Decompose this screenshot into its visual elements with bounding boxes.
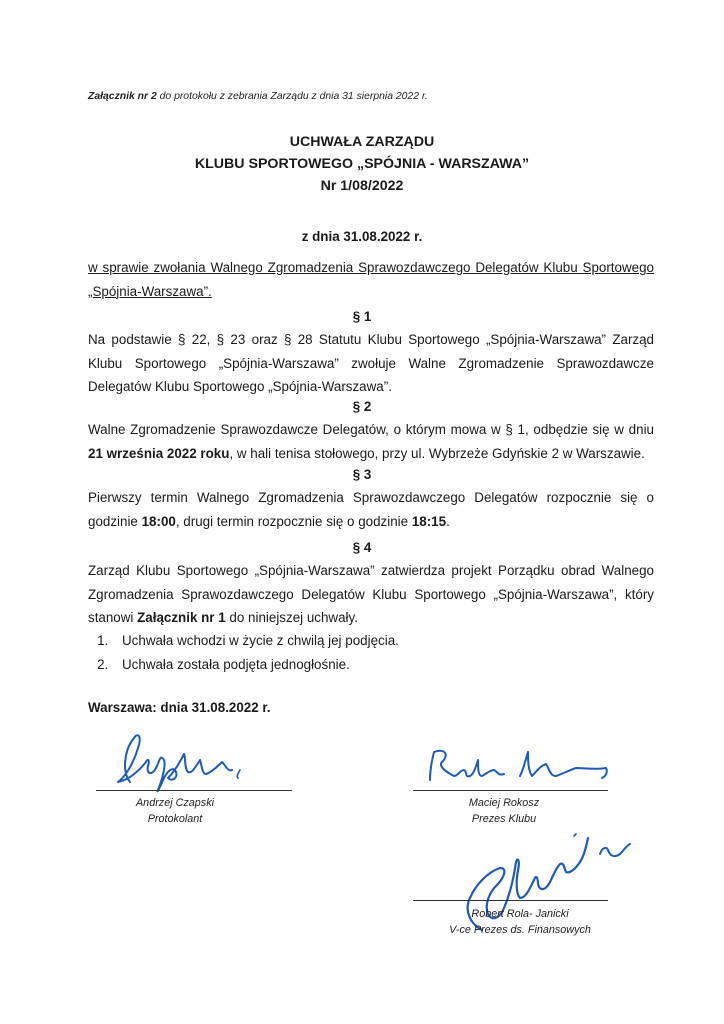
first-term-time: 18:00 (141, 513, 176, 529)
attachment-reference: Załącznik nr 1 (137, 610, 226, 625)
signatory-rola-janicki (420, 906, 620, 938)
section-3-text-before: Pierwszy termin Walnego Zgromadzenia Sprawozdawczego Delegatów rozpocznie się o godzinie (88, 490, 654, 529)
resolution-title: UCHWAŁA ZARZĄDU (289, 134, 435, 150)
section-3-heading: § 3 (352, 467, 372, 482)
section-2-text-before: Walne Zgromadzenie Sprawozdawcze Delegatów, o którym mowa w § 1, odbędzie się w dniu (88, 422, 654, 437)
attachment-note (88, 91, 428, 102)
place-and-date: Warszawa: dnia 31.08.2022 r. (88, 700, 271, 715)
section-2-text (88, 418, 654, 465)
signature-line-right-top (413, 790, 608, 791)
second-term-time: 18:15 (411, 513, 447, 529)
section-3-text-middle: , drugi termin rozpocznie się o godzinie (175, 513, 412, 529)
signatory-role: Prezes Klubu (471, 813, 537, 825)
attachment-number: Załącznik nr 2 (88, 91, 157, 102)
list-item: 1. Uchwała wchodzi w życie z chwilą jej podjęcia. (112, 629, 652, 653)
resolution-number: Nr 1/08/2022 (320, 178, 404, 194)
attachment-description: do protokołu z zebrania Zarządu z dnia 31 sierpnia 2022 r. (156, 91, 428, 102)
signatory-role: V-ce Prezes ds. Finansowych (449, 924, 591, 936)
section-2-heading: § 2 (352, 399, 372, 414)
signatory-role: Protokolant (147, 813, 203, 825)
signatory-czapski (100, 795, 250, 827)
signatory-name: Andrzej Czapski (135, 797, 214, 809)
signature-rokosz (424, 746, 620, 786)
section-4-text (88, 559, 654, 630)
section-3-text-after: . (446, 513, 450, 529)
final-provisions-list (88, 629, 652, 676)
resolution-date: z dnia 31.08.2022 r. (301, 229, 423, 244)
signature-line-left (96, 790, 292, 791)
signatory-name: Maciej Rokosz (468, 797, 540, 809)
signature-line-right-bottom (413, 900, 608, 901)
section-4-text-after: do niniejszej uchwały. (225, 610, 358, 625)
section-4-text-before: Zarząd Klubu Sportowego „Spójnia-Warszawa” zatwierdza projekt Porządku obrad Walnego Zgromadzenia Sprawozdawczego Delegatów Klubu Sportowego „Spójnia-Warszawa”, który stanowi (88, 563, 654, 625)
signatory-name: Robert Rola- Janicki (471, 908, 569, 920)
signature-czapski (108, 732, 258, 794)
list-item: 2. Uchwała została podjęta jednogłośnie. (112, 653, 652, 677)
section-1-text: Na podstawie § 22, § 23 oraz § 28 Statutu Klubu Sportowego „Spójnia-Warszawa” Zarząd Klubu Sportowego „Spójnia-Warszawa” zwołuje Walne Zgromadzenie Sprawozdawcze Delegatów Klubu Sportowego „Spójnia-Warszawa”. (88, 332, 654, 394)
resolution-subject: w sprawie zwołania Walnego Zgromadzenia Sprawozdawczego Delegatów Klubu Sportowego „Spójnia-Warszawa”. (88, 260, 654, 299)
section-2-text-after: , w hali tenisa stołowego, przy ul. Wybrzeże Gdyńskie 2 w Warszawie. (229, 445, 645, 461)
meeting-date: 21 września 2022 roku (88, 445, 230, 461)
section-1-heading: § 1 (352, 309, 372, 324)
signatory-rokosz (434, 795, 574, 827)
club-name: KLUBU SPORTOWEGO „SPÓJNIA - WARSZAWA” (194, 156, 530, 172)
section-3-text (88, 486, 654, 533)
section-4-heading: § 4 (352, 540, 372, 555)
